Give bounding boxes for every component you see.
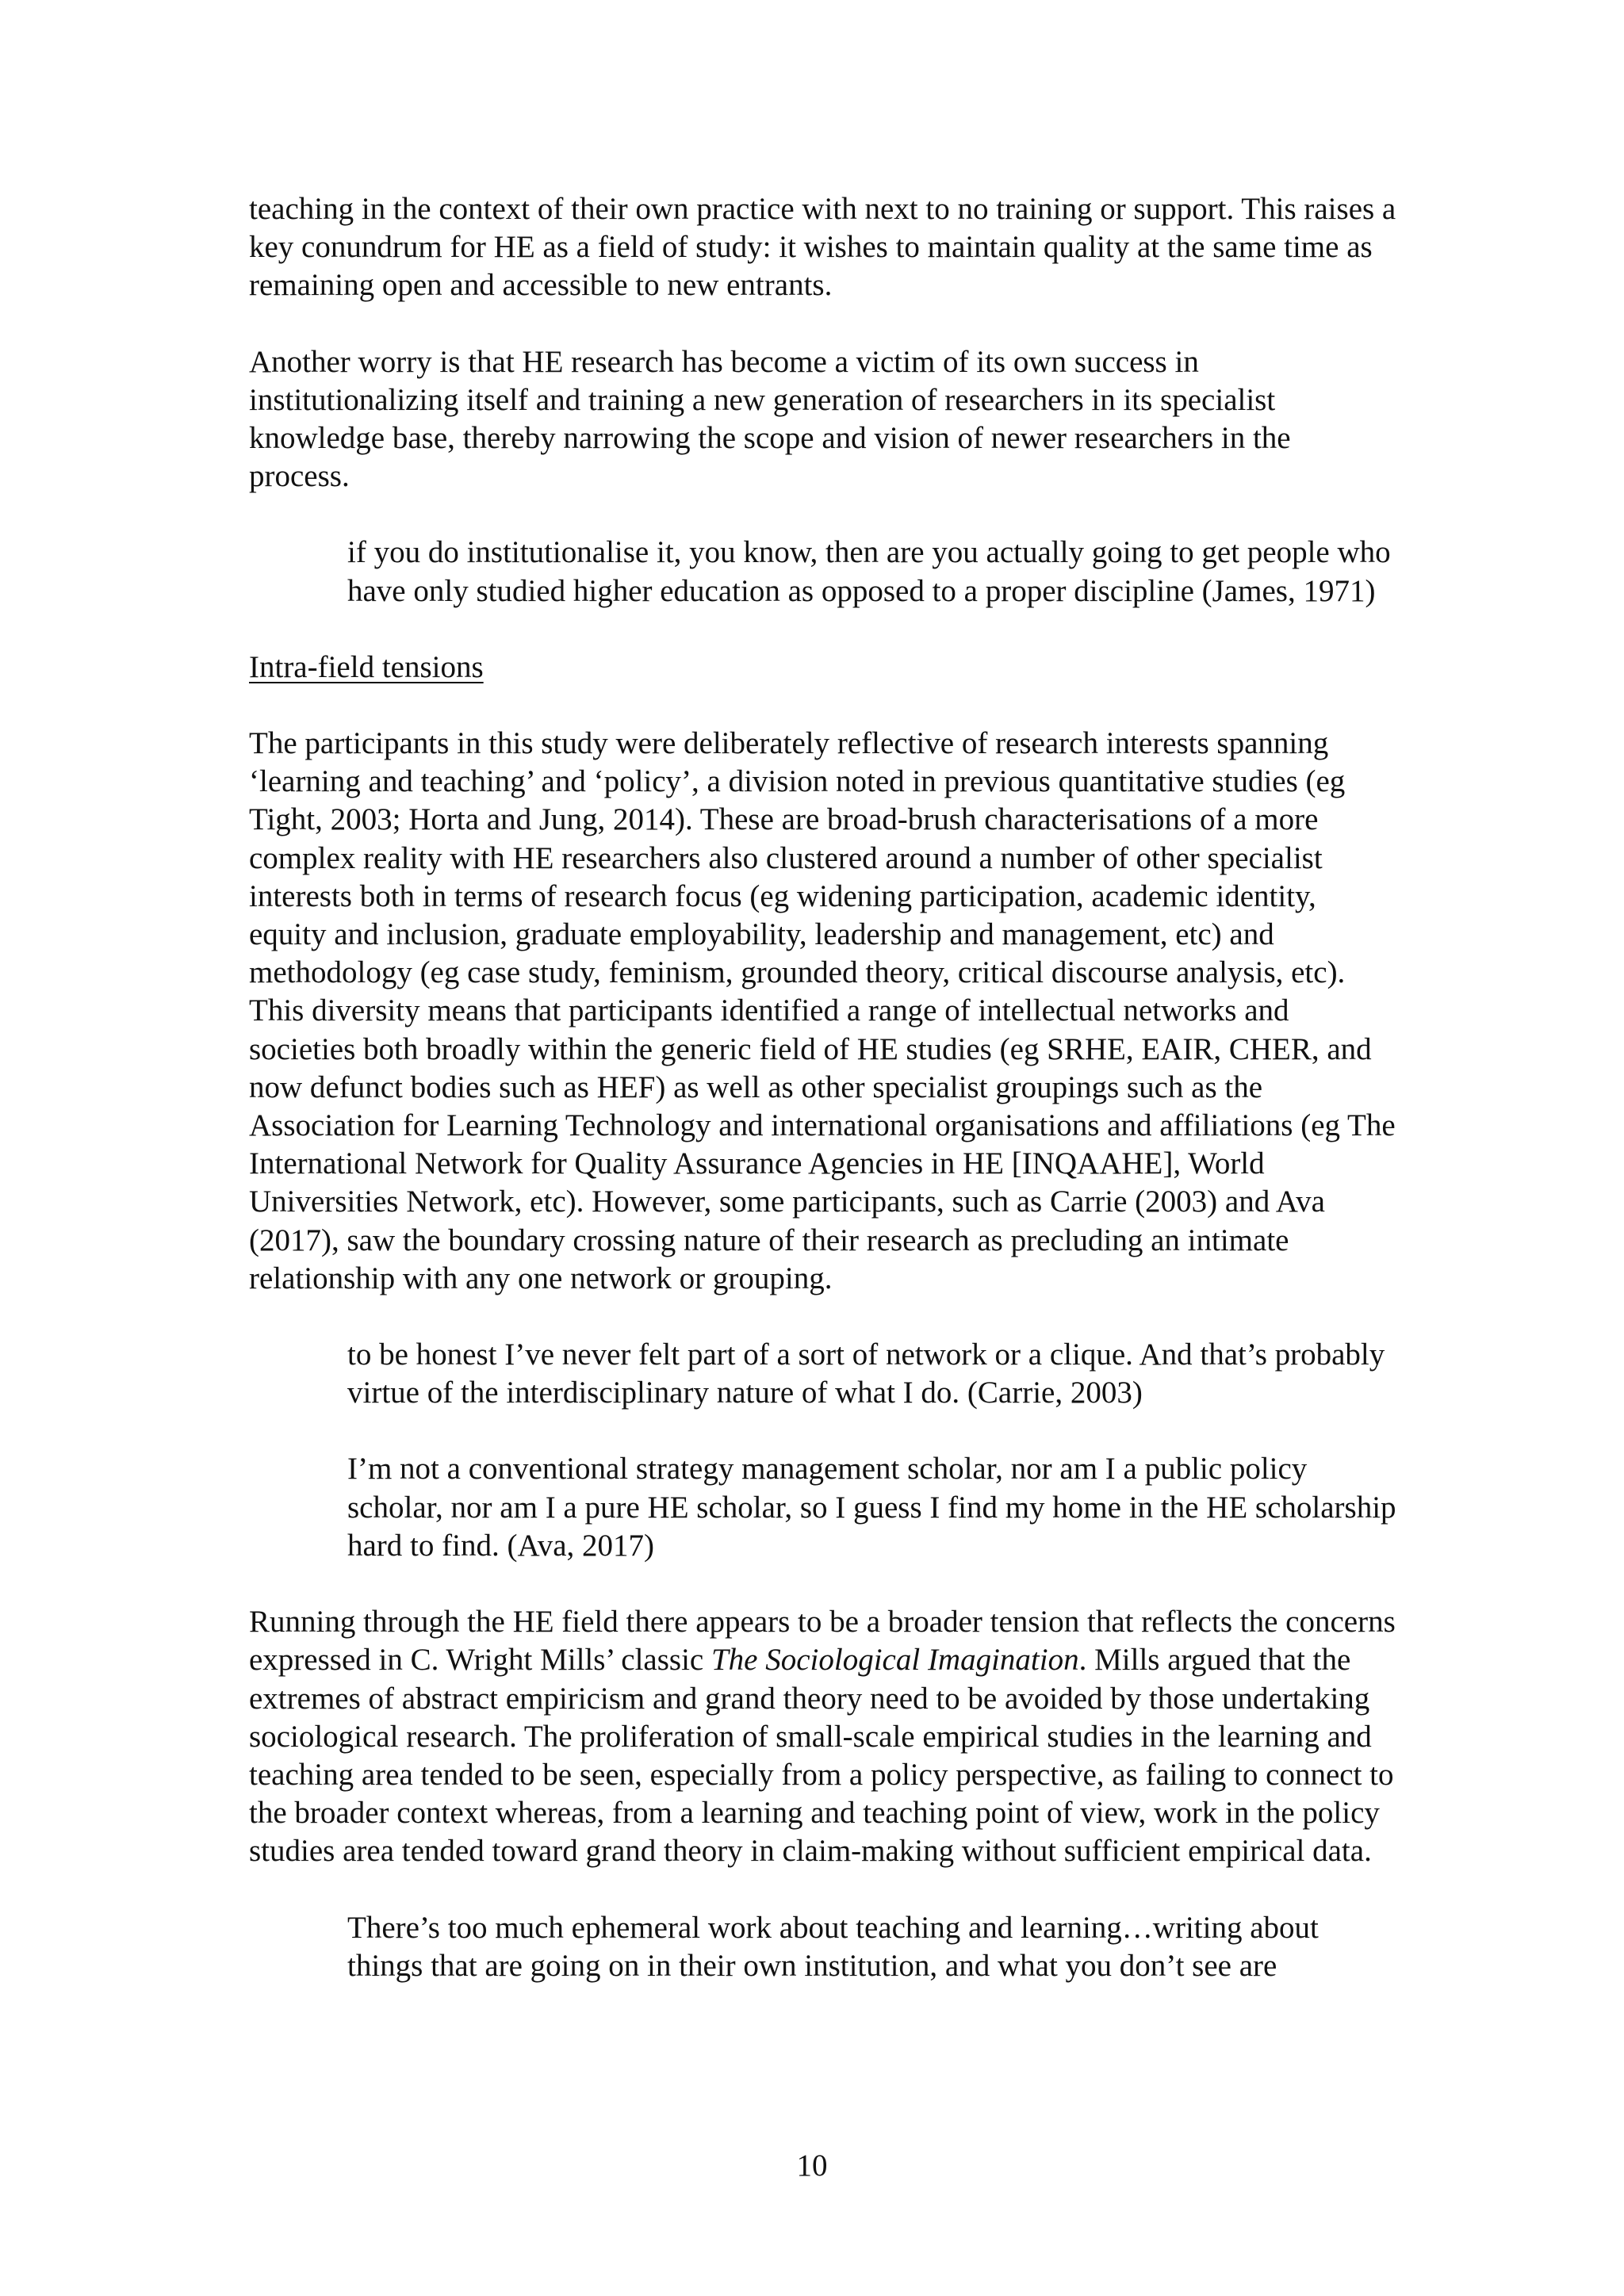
quote-james: if you do institutionalise it, you know, then are you actually going to get people who have only studied higher education as opposed to a proper discipline (James, 1971) (347, 535, 1391, 608)
paragraph-mills (249, 1603, 1397, 1870)
book-title: The Sociological Imagination (710, 1643, 1079, 1678)
paragraph-participants: The participants in this study were deliberately reflective of research interests spanning ‘learning and teaching’ and ‘policy’, a division noted in previous quantitative studies (eg Tight, 2003; Horta and Jung, 2014). These are broad-brush characterisations of a more complex reality with HE researchers also clustered around a number of other specialist interests both in terms of research focus (eg widening participation, academic identity, equity and inclusion, graduate employability, leadership and management, etc) and methodology (eg case study, feminism, grounded theory, critical discourse analysis, etc). This diversity means that participants identified a range of intellectual networks and societies both broadly within the generic field of HE studies (eg SRHE, EAIR, CHER, and now defunct bodies such as HEF) as well as other specialist groupings such as the Association for Learning Technology and international organisations and affiliations (eg The International Network for Quality Assurance Agencies in HE [INQAAHE], World Universities Network, etc). However, some participants, such as Carrie (2003) and Ava (2017), saw the boundary crossing nature of their research as precluding an intimate relationship with any one network or grouping. (249, 726, 1396, 1295)
quote-carrie: to be honest I’ve never felt part of a sort of network or a clique. And that’s probably virtue of the interdisciplinary nature of what I do. (Carrie, 2003) (347, 1337, 1385, 1410)
paragraph-mills-text-start: Running through the HE field there appears to be a broader tension that reflects the concerns expressed in C. Wright Mills’ classic (249, 1605, 1396, 1678)
page-body (249, 190, 1397, 1985)
page-number: 10 (796, 2149, 828, 2183)
quote-ava: I’m not a conventional strategy management scholar, nor am I a public policy scholar, nor am I a pure HE scholar, so I guess I find my home in the HE scholarship hard to find. (Ava, 2017) (347, 1452, 1396, 1563)
section-heading: Intra-field tensions (249, 649, 484, 684)
quote-ephemeral-work: There’s too much ephemeral work about teaching and learning…writing about things that are going on in their own institution, and what you don’t see are (347, 1910, 1319, 1983)
paragraph-mills-text-end: . Mills argued that the extremes of abstract empiricism and grand theory need to be avoided by those undertaking sociological research. The proliferation of small-scale empirical studies in the learning and teaching area tended to be seen, especially from a policy perspective, as failing to connect to the broader context whereas, from a learning and teaching point of view, work in the policy studies area tended toward grand theory in claim-making without sufficient empirical data. (249, 1643, 1394, 1869)
paragraph-victim-of-success: Another worry is that HE research has become a victim of its own success in institutionalizing itself and training a new generation of researchers in its specialist knowledge base, thereby narrowing the scope and vision of newer researchers in the process. (249, 344, 1291, 494)
paragraph-teaching-conundrum: teaching in the context of their own practice with next to no training or support. This raises a key conundrum for HE as a field of study: it wishes to maintain quality at the same time as remaining open and accessible to new entrants. (249, 192, 1396, 303)
